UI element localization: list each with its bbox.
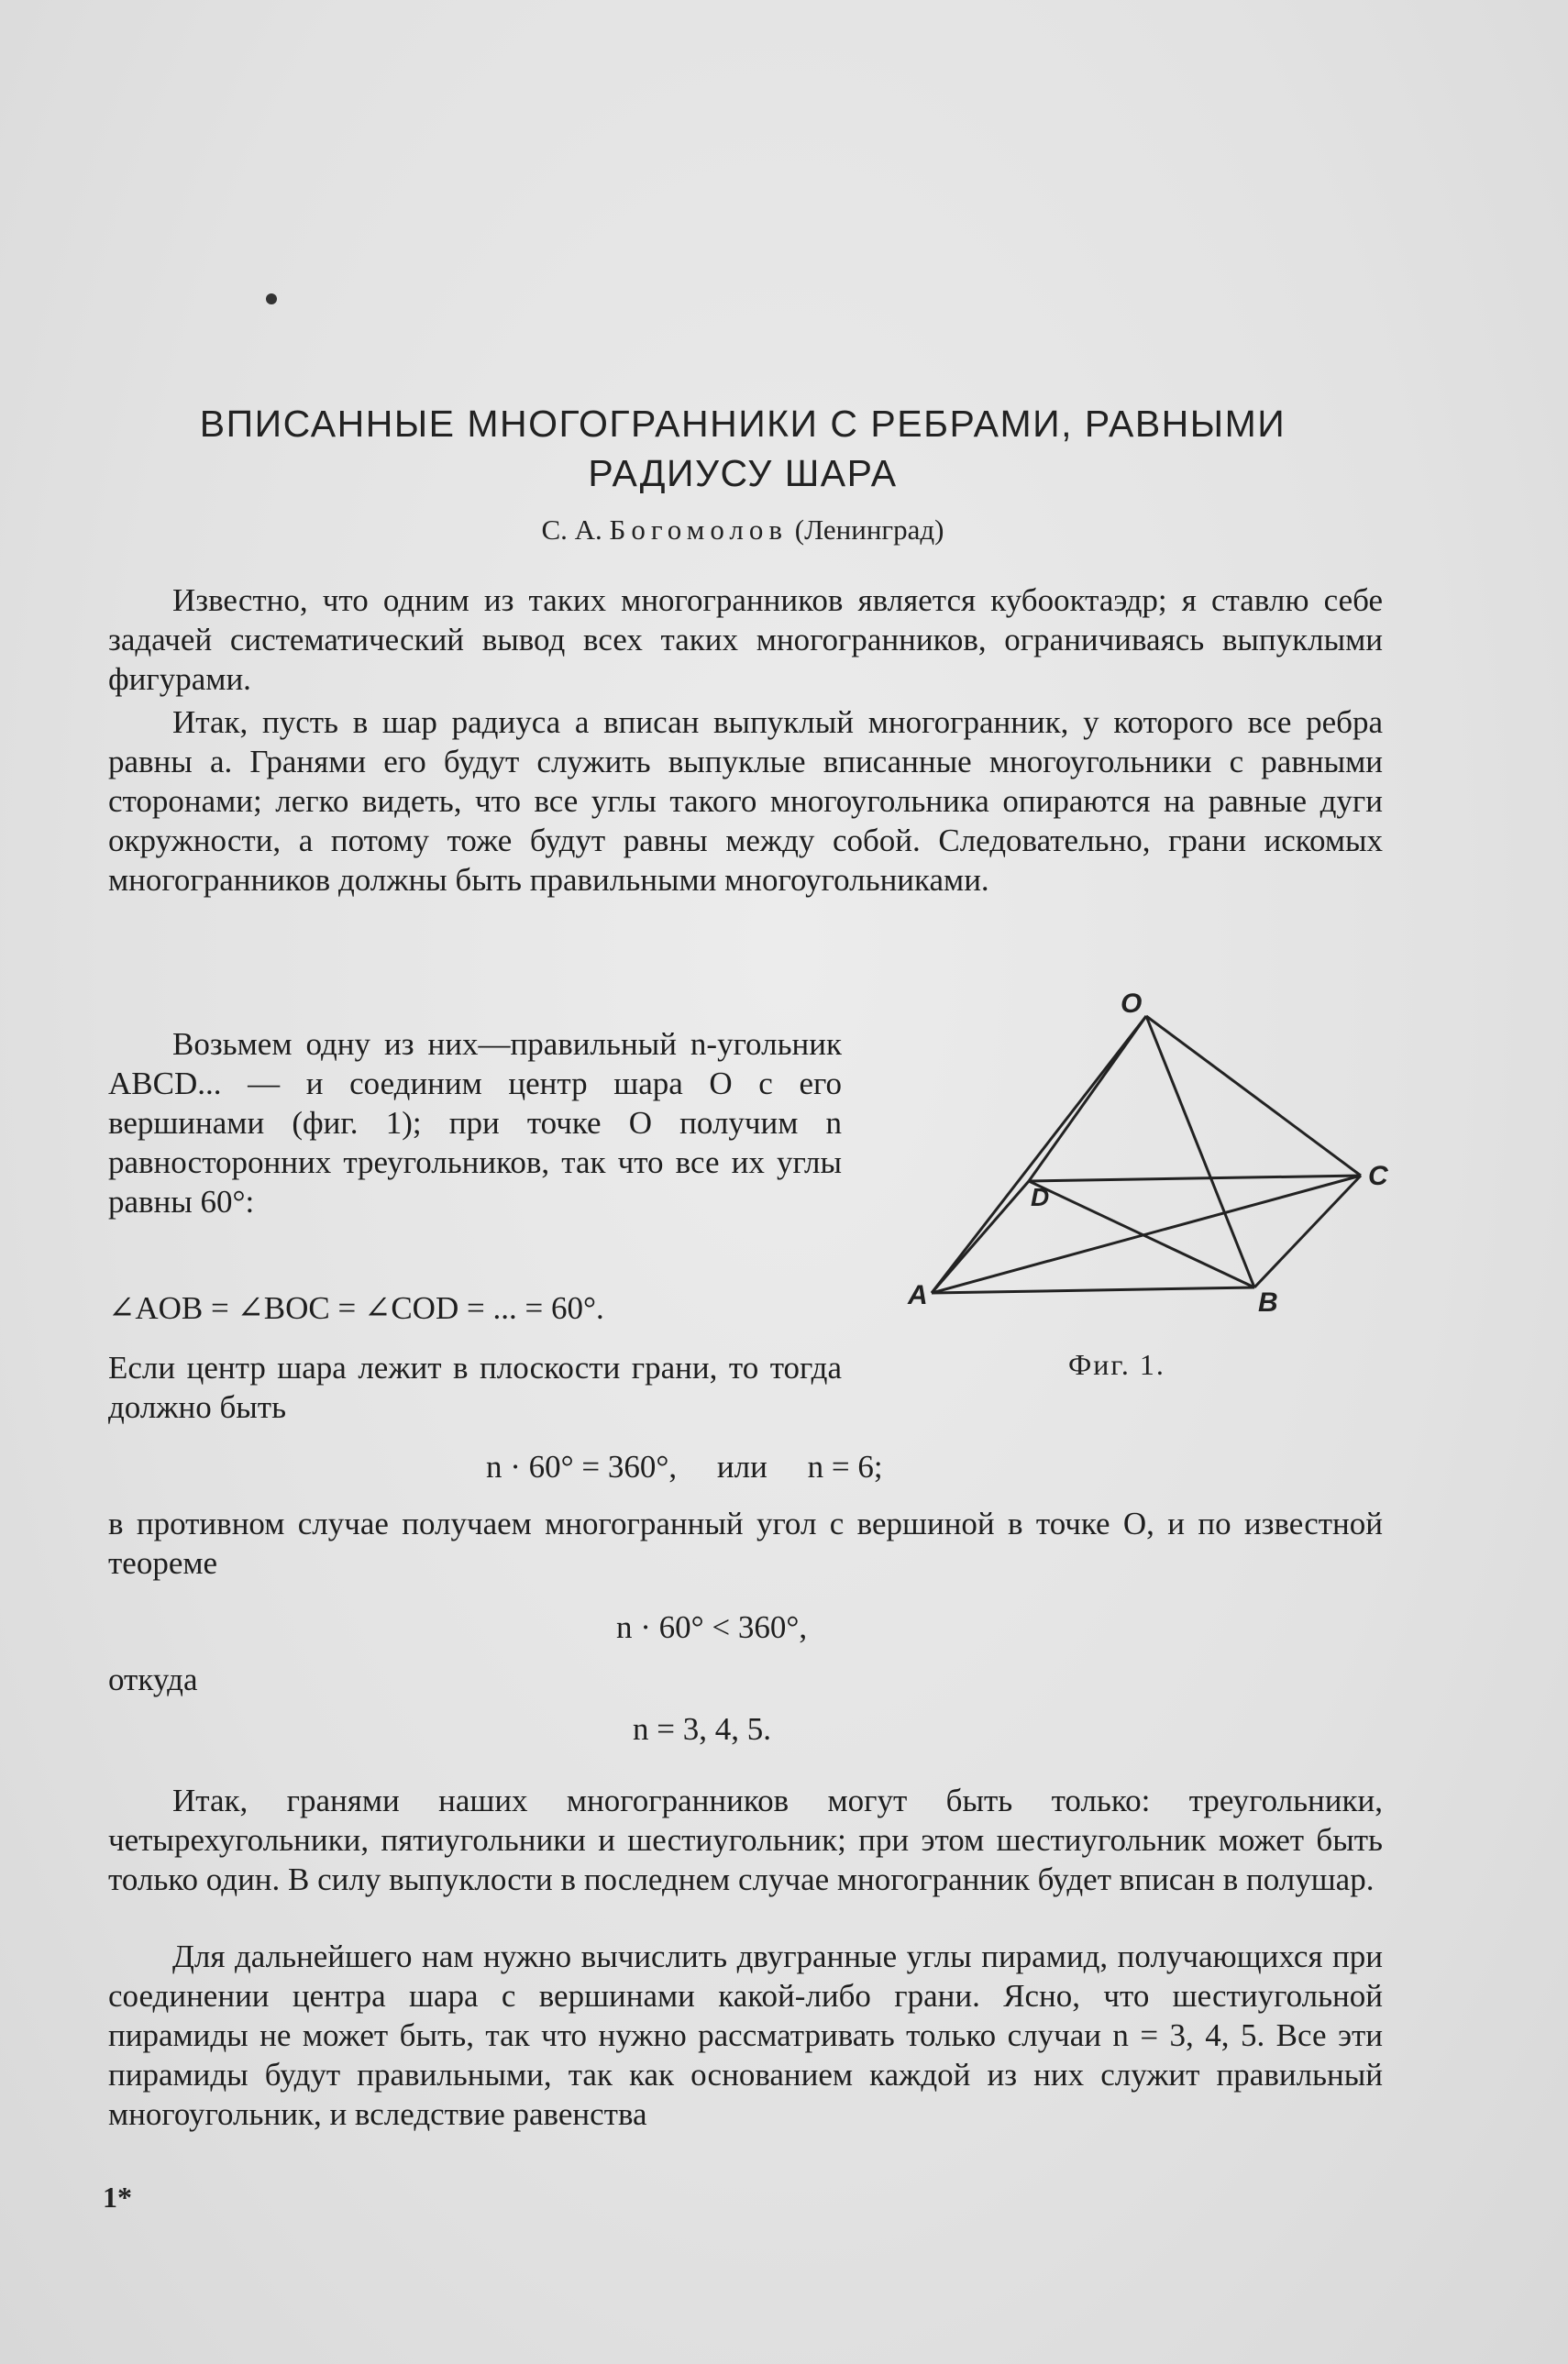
label-A: A <box>908 1280 928 1310</box>
paragraph-5: в противном случае получаем многогранный угол с вершиной в точке O, и по известной теореме <box>108 1506 1383 1581</box>
page-number: 1* <box>103 2181 132 2214</box>
diagonal-BD <box>1029 1181 1254 1287</box>
edge-AB <box>932 1287 1254 1293</box>
author-name: Богомолов <box>609 514 789 546</box>
edge-OD <box>1029 1016 1146 1181</box>
formula-flat-or: или <box>716 1449 767 1485</box>
label-D: D <box>1031 1183 1050 1211</box>
title-line-1: ВПИСАННЫЕ МНОГОГРАННИКИ С РЕБРАМИ, РАВНЫМИ <box>199 403 1286 445</box>
paragraph-7: Итак, гранями наших многогранников могут быть только: треугольники, четырехугольники, пятиугольники и шестиугольник; при этом шестиугольник может быть только один. В силу выпуклости в последнем случае многогранник будет вписан в полушар. <box>108 1783 1383 1897</box>
diagonal-AC <box>932 1176 1361 1293</box>
author-line <box>101 514 1385 547</box>
edge-OA <box>932 1016 1146 1293</box>
article-title <box>101 399 1385 498</box>
label-B: B <box>1258 1287 1278 1318</box>
ink-speck <box>266 293 277 304</box>
formula-flat-right: n = 6; <box>807 1449 883 1485</box>
paragraph-8: Для дальнейшего нам нужно вычислить двугранные углы пирамид, получающихся при соединении центра шара с вершинами какой-либо грани. Ясно, что шестиугольной пирамиды не может быть, так что нужно рассматривать только случаи n = 3, 4, 5. Все эти пирамиды будут правильными, так как основанием каждой из них служит правильный многоугольник, и вследствие равенства <box>108 1939 1383 2132</box>
paragraph-6: откуда <box>108 1662 198 1697</box>
title-line-2: РАДИУСУ ШАРА <box>588 452 898 494</box>
formula-result: n = 3, 4, 5. <box>633 1711 771 1747</box>
edge-CD <box>1029 1176 1361 1181</box>
formula-angles: ∠AOB = ∠BOC = ∠COD = ... = 60°. <box>108 1290 604 1326</box>
paragraph-3: Возьмем одну из них—правильный n-угольник ABCD... — и соединим центр шара O с его вершинами (фиг. 1); при точке O получим n равносторонних треугольников, так что все их углы равны 60°: <box>108 1026 842 1220</box>
edge-DA <box>932 1181 1029 1293</box>
paragraph-2-top: Итак, пусть в шар радиуса a вписан выпуклый многогранник, у которого все ребра равны a. Гранями его будут служить выпуклые вписанные многоугольники с равными сторонами; легко видеть, что все углы такого многоугольника опираются на равные дуги окружности, а потому тоже будут равны между собой. Следовательно, грани искомых многогранников должны быть правильными многоугольниками. <box>108 704 1383 898</box>
formula-flat-left: n · 60° = 360°, <box>486 1449 678 1485</box>
formula-flat <box>486 1447 883 1486</box>
paragraph-1: Известно, что одним из таких многогранников является кубооктаэдр; я ставлю себе задачей систематический вывод всех таких многогранников, ограничиваясь выпуклыми фигурами. <box>108 582 1383 697</box>
figure-1-pyramid <box>880 981 1394 1339</box>
label-O: O <box>1121 989 1143 1019</box>
formula-inequality: n · 60° < 360°, <box>616 1609 808 1645</box>
label-C: C <box>1368 1161 1388 1191</box>
figure-caption: Фиг. 1. <box>1068 1348 1165 1381</box>
author-city: (Ленинград) <box>794 514 944 546</box>
paragraph-4: Если центр шара лежит в плоскости грани, то тогда должно быть <box>108 1350 842 1425</box>
edge-BC <box>1254 1176 1361 1287</box>
author-initials: С. А. <box>541 514 602 546</box>
